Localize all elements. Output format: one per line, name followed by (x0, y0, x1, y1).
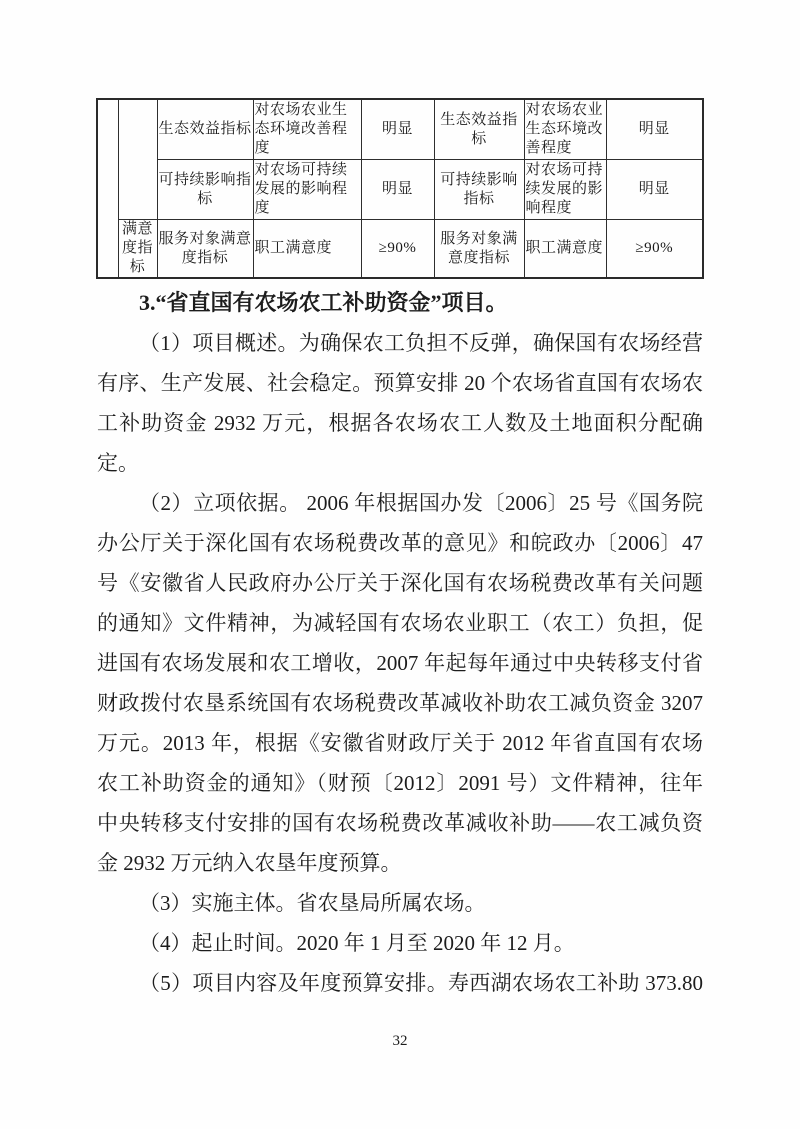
text-line: （2）立项依据。 2006 年根据国办发〔2006〕25 号《国务院 (139, 491, 703, 515)
table-cell-value: ≥90% (606, 220, 703, 279)
text-line: 有序、生产发展、社会稳定。预算安排 20 个农场省直国有农场农 (97, 371, 703, 395)
table-cell-indicator: 可持续影响指标 (434, 160, 524, 220)
table-row (97, 160, 703, 220)
table-cell-indicator: 可持续影响指标 (157, 160, 253, 220)
text-line: 工补助资金 2932 万元，根据各农场农工人数及土地面积分配确 (97, 411, 703, 435)
body-text (97, 283, 703, 1003)
text-line: 财政拨付农垦系统国有农场税费改革减收补助农工减负资金 3207 (97, 691, 703, 715)
page-number: 32 (392, 1033, 408, 1049)
text-line: 农工补助资金的通知》（财预〔2012〕2091 号）文件精神，往年 (97, 771, 703, 795)
text-line: （1）项目概述。为确保农工负担不反弹，确保国有农场经营 (139, 331, 703, 355)
text-line: （3）实施主体。省农垦局所属农场。 (139, 891, 486, 915)
table-cell-indicator: 生态效益指标 (157, 99, 253, 160)
table-cell-detail: 职工满意度 (524, 220, 606, 279)
text-line: 号《安徽省人民政府办公厅关于深化国有农场税费改革有关问题 (97, 571, 703, 595)
table-cell-value: 明显 (606, 160, 703, 220)
table-cell-detail: 对农场农业生态环境改善程度 (253, 99, 361, 160)
text-line: （5）项目内容及年度预算安排。寿西湖农场农工补助 373.80 (139, 971, 703, 995)
table-cell-value: 明显 (361, 99, 434, 160)
table-cell-category-spacer (118, 99, 157, 220)
table-cell-indicator: 服务对象满意度指标 (434, 220, 524, 279)
table-cell-value: 明显 (361, 160, 434, 220)
table-cell-indicator: 生态效益指标 (434, 99, 524, 160)
text-line: 中央转移支付安排的国有农场税费改革减收补助——农工减负资 (97, 811, 703, 835)
text-line: 万元。2013 年，根据《安徽省财政厅关于 2012 年省直国有农场 (97, 731, 703, 755)
text-line: （4）起止时间。2020 年 1 月至 2020 年 12 月。 (139, 931, 575, 955)
table-cell-value: ≥90% (361, 220, 434, 279)
text-line: 的通知》文件精神，为减轻国有农场农业职工（农工）负担，促 (97, 611, 703, 635)
table-cell-indicator: 服务对象满意度指标 (157, 220, 253, 279)
text-line: 定。 (97, 451, 139, 475)
text-line: 进国有农场发展和农工增收，2007 年起每年通过中央转移支付省 (97, 651, 703, 675)
table-cell-detail: 职工满意度 (253, 220, 361, 279)
table-cell-category: 满意度指标 (118, 220, 157, 279)
text-line: 金 2932 万元纳入农垦年度预算。 (97, 851, 402, 875)
table-cell-detail: 对农场可持续发展的影响程度 (524, 160, 606, 220)
table-cell-value: 明显 (606, 99, 703, 160)
table-cell-detail: 对农场农业生态环境改善程度 (524, 99, 606, 160)
text-line: 办公厅关于深化国有农场税费改革的意见》和皖政办〔2006〕47 (97, 531, 703, 555)
table-cell-left-spacer (97, 99, 118, 278)
section-heading: 3.“省直国有农场农工补助资金”项目。 (139, 290, 508, 315)
table-cell-detail: 对农场可持续发展的影响程度 (253, 160, 361, 220)
table-row (97, 99, 703, 160)
table-row (97, 220, 703, 279)
performance-indicator-table (96, 98, 704, 279)
